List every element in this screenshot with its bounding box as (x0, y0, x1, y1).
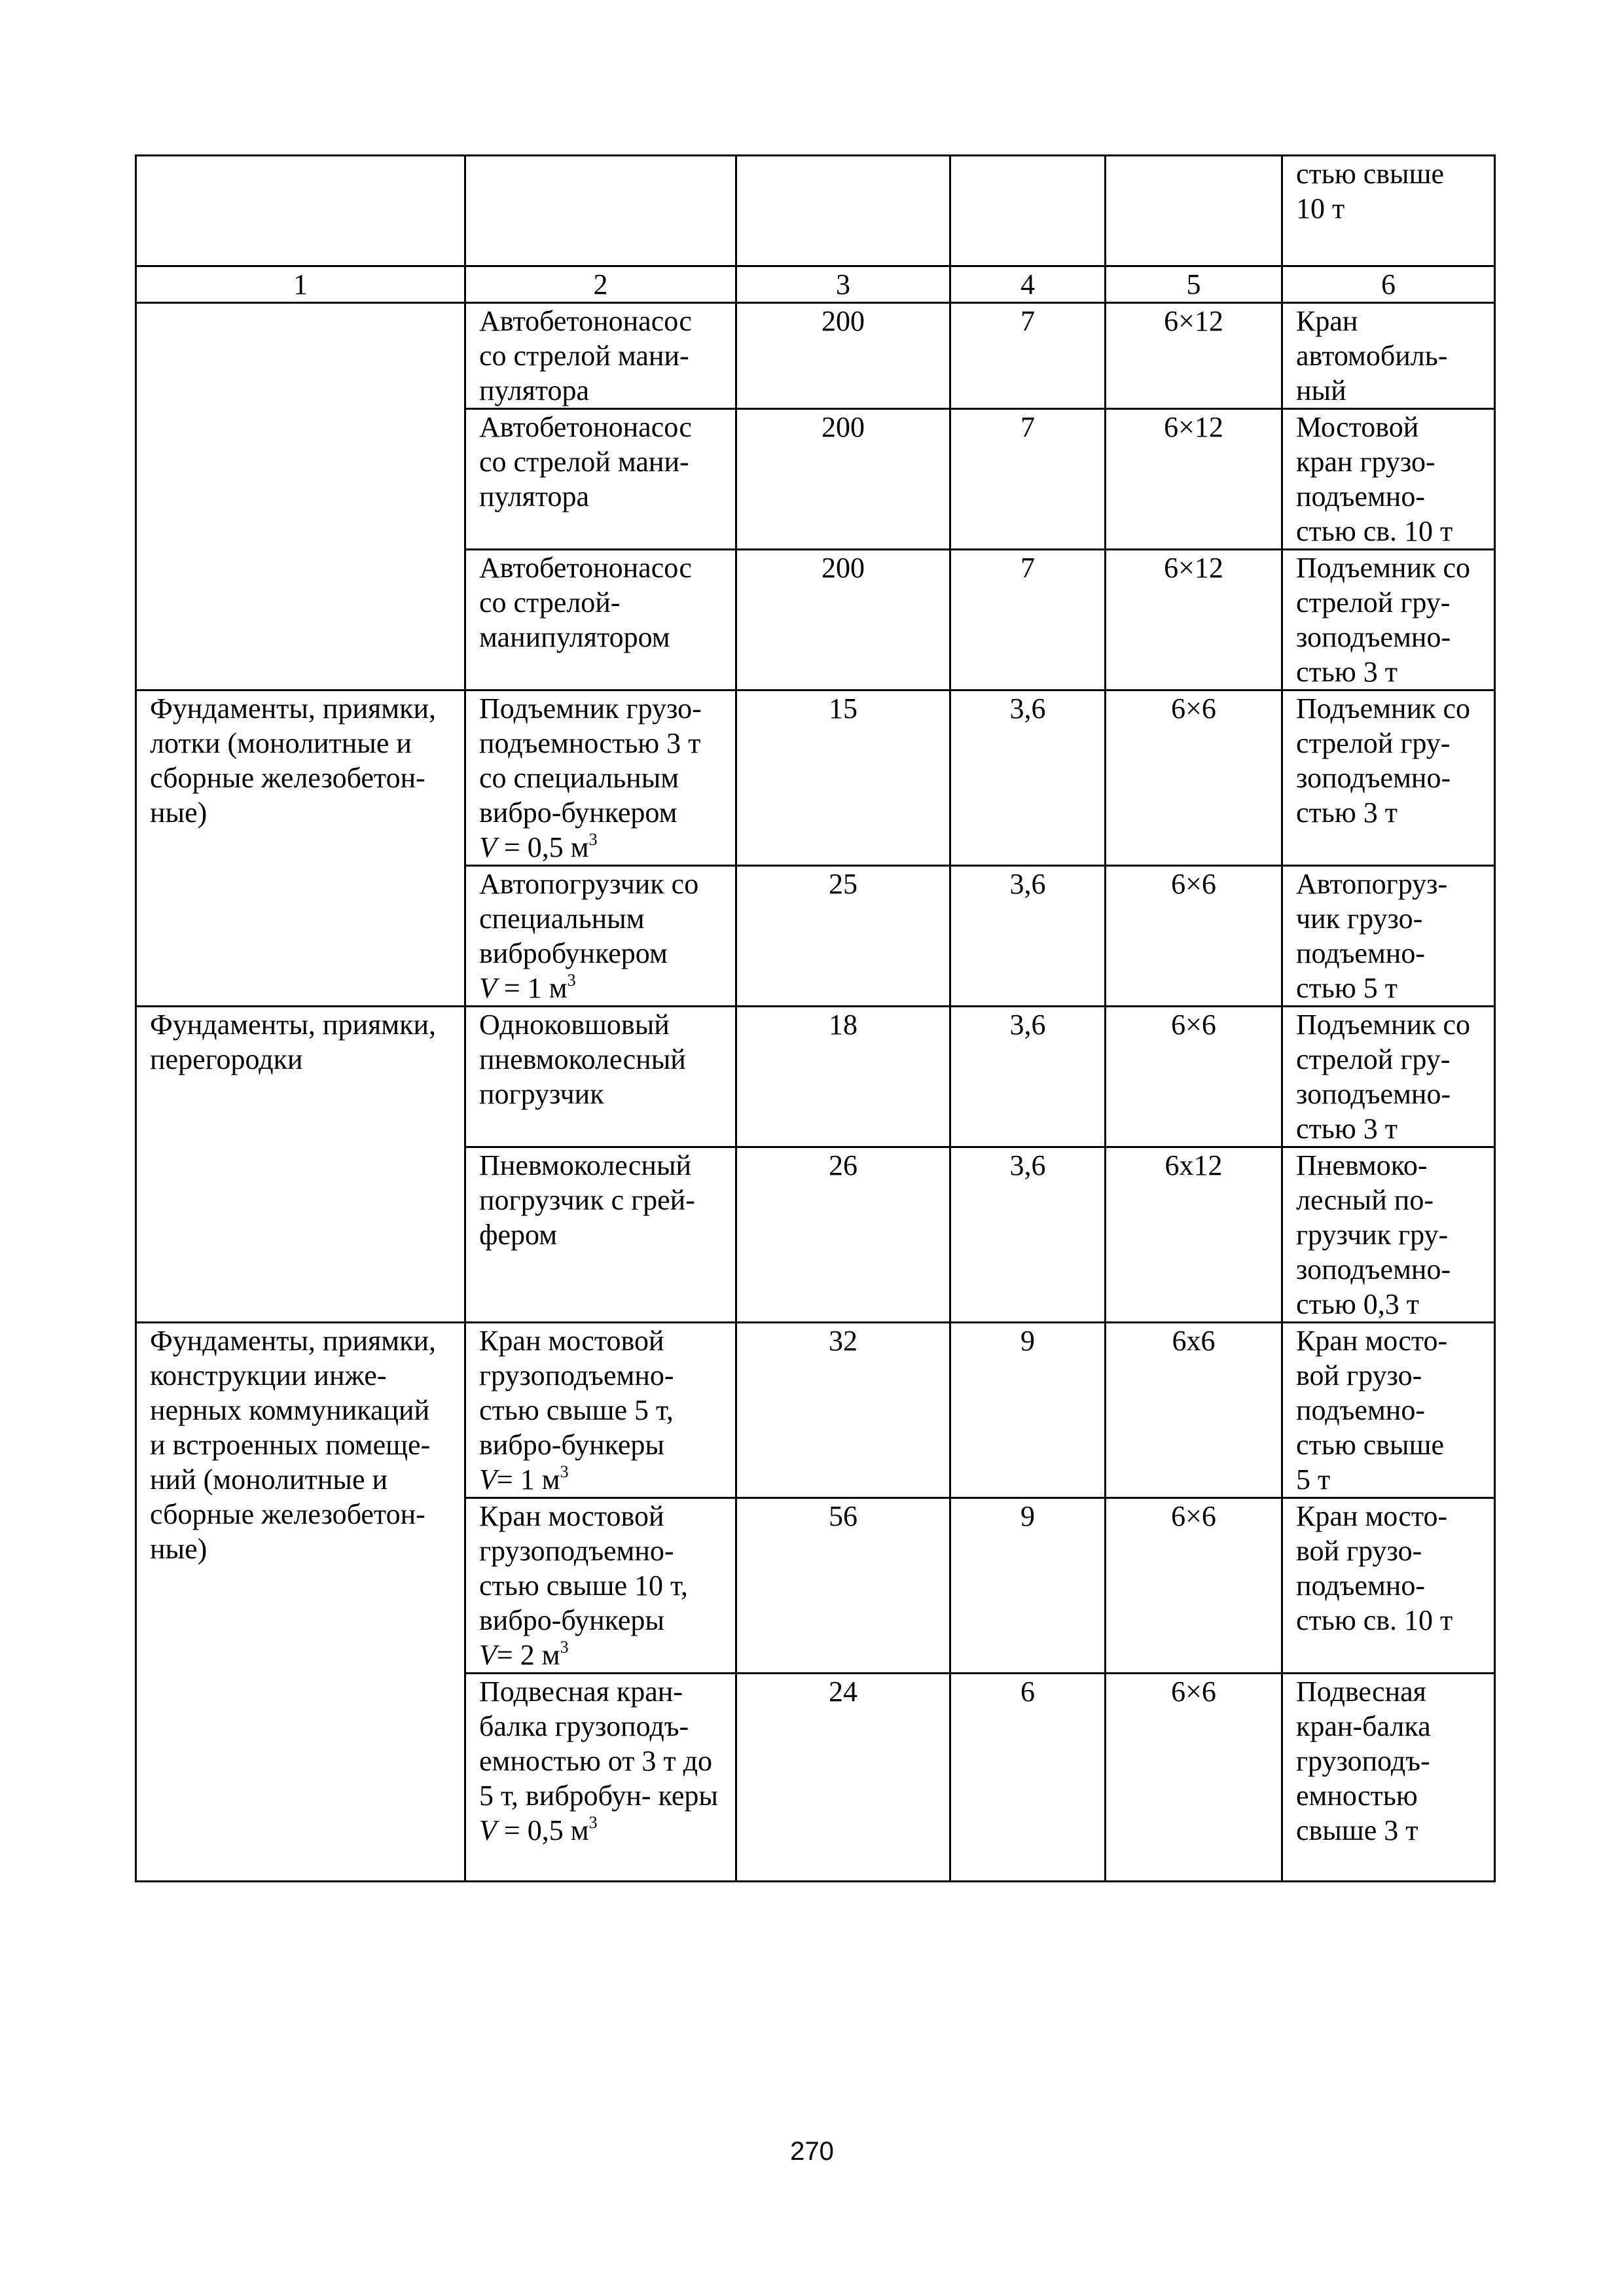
volume-line (479, 1814, 598, 1846)
volume-variable: V (479, 1463, 497, 1496)
cont-cell-3 (736, 156, 950, 266)
cont-cell-1 (136, 156, 465, 266)
page-number: 270 (790, 2137, 834, 2166)
value-cell-5: 6×6 (1106, 691, 1282, 866)
volume-exponent: 3 (567, 971, 576, 990)
table-row (136, 691, 1495, 866)
crane-cell: Подъемник со стрелой гру- зоподъемно- стью 3 т (1282, 691, 1495, 866)
equipment-text: Подвесная кран- балка грузоподъ- емностью от 3 т до 5 т, вибробун- керы (479, 1676, 718, 1812)
equipment-cell: Автобетононасос со стрелой мани- пулятора (465, 303, 736, 409)
equipment-text: Подъемник грузо- подъемностью 3 т со специальным вибро-бункером (479, 692, 702, 829)
value-cell-5: 6х12 (1106, 1147, 1282, 1323)
structure-cell: Фундаменты, приямки, перегородки (136, 1007, 465, 1323)
volume-exponent: 3 (588, 830, 598, 849)
header-col-2: 2 (465, 266, 736, 303)
value-cell-4: 3,6 (950, 1007, 1106, 1147)
value-cell-5: 6×6 (1106, 1007, 1282, 1147)
cont-cell-2 (465, 156, 736, 266)
value-cell-4: 3,6 (950, 1147, 1106, 1323)
value-cell-3: 24 (736, 1674, 950, 1882)
header-col-3: 3 (736, 266, 950, 303)
volume-line (479, 1639, 569, 1671)
equipment-text: Кран мостовой грузоподъемно- стью свыше 5 т, вибро-бункеры (479, 1325, 674, 1461)
value-cell-4: 7 (950, 303, 1106, 409)
value-cell-3: 200 (736, 409, 950, 550)
value-cell-3: 26 (736, 1147, 950, 1323)
value-cell-4: 6 (950, 1674, 1106, 1882)
volume-text: = 0,5 м (496, 1814, 589, 1846)
equipment-table (135, 154, 1496, 1882)
equipment-cell (465, 1323, 736, 1498)
volume-text: = 1 м (496, 972, 568, 1004)
volume-exponent: 3 (560, 1462, 569, 1481)
value-cell-5: 6×12 (1106, 409, 1282, 550)
value-cell-3: 56 (736, 1498, 950, 1674)
equipment-cell (465, 866, 736, 1007)
equipment-cell: Одноковшовый пневмоколесный погрузчик (465, 1007, 736, 1147)
volume-exponent: 3 (560, 1638, 569, 1657)
value-cell-4: 9 (950, 1323, 1106, 1498)
value-cell-4: 3,6 (950, 866, 1106, 1007)
crane-cell: Подъемник со стрелой гру- зоподъемно- стью 3 т (1282, 550, 1495, 691)
header-row (136, 266, 1495, 303)
value-cell-4: 7 (950, 409, 1106, 550)
equipment-text: Кран мостовой грузоподъемно- стью свыше 10 т, вибро-бункеры (479, 1500, 688, 1636)
volume-text: = 0,5 м (496, 831, 589, 863)
continuation-row (136, 156, 1495, 266)
value-cell-4: 7 (950, 550, 1106, 691)
equipment-cell: Пневмоколесный погрузчик с грей- фером (465, 1147, 736, 1323)
value-cell-3: 200 (736, 550, 950, 691)
value-cell-3: 32 (736, 1323, 950, 1498)
header-col-1: 1 (136, 266, 465, 303)
header-col-5: 5 (1106, 266, 1282, 303)
crane-cell: Подвесная кран-балка грузоподъ- емностью свыше 3 т (1282, 1674, 1495, 1882)
structure-cell: Фундаменты, приямки, конструкции инже- нерных коммуникаций и встроенных помеще- ний (монолитные и сборные железобетон- ные) (136, 1323, 465, 1882)
crane-cell: Мостовой кран грузо- подъемно- стью св. 10 т (1282, 409, 1495, 550)
table-row (136, 303, 1495, 409)
value-cell-3: 15 (736, 691, 950, 866)
volume-variable: V (479, 831, 497, 863)
value-cell-5: 6×6 (1106, 1498, 1282, 1674)
equipment-text: Автопогрузчик со специальным вибробункером (479, 868, 699, 969)
volume-line (479, 831, 598, 863)
structure-cell: Фундаменты, приямки, лотки (монолитные и сборные железобетон- ные) (136, 691, 465, 1007)
table-row (136, 1007, 1495, 1147)
equipment-cell: Автобетононасос со стрелой- манипулятором (465, 550, 736, 691)
equipment-cell: Автобетононасос со стрелой мани- пулятора (465, 409, 736, 550)
table-row (136, 1323, 1495, 1498)
crane-cell: Кран мосто- вой грузо- подъемно- стью свыше 5 т (1282, 1323, 1495, 1498)
volume-variable: V (479, 1639, 497, 1671)
cont-cell-5 (1106, 156, 1282, 266)
volume-line (479, 1463, 569, 1496)
crane-cell: Кран автомобиль- ный (1282, 303, 1495, 409)
volume-variable: V (479, 1814, 497, 1846)
equipment-cell (465, 1498, 736, 1674)
crane-cell: Кран мосто- вой грузо- подъемно- стью св. 10 т (1282, 1498, 1495, 1674)
value-cell-5: 6×6 (1106, 1674, 1282, 1882)
volume-text: = 2 м (496, 1639, 560, 1671)
value-cell-5: 6×6 (1106, 866, 1282, 1007)
volume-variable: V (479, 972, 497, 1004)
structure-cell (136, 303, 465, 691)
value-cell-5: 6×12 (1106, 303, 1282, 409)
crane-cell: Автопогруз- чик грузо- подъемно- стью 5 т (1282, 866, 1495, 1007)
value-cell-3: 18 (736, 1007, 950, 1147)
equipment-cell (465, 1674, 736, 1882)
volume-exponent: 3 (588, 1813, 598, 1832)
header-col-4: 4 (950, 266, 1106, 303)
volume-text: = 1 м (496, 1463, 560, 1496)
value-cell-4: 3,6 (950, 691, 1106, 866)
cont-cell-4 (950, 156, 1106, 266)
value-cell-3: 200 (736, 303, 950, 409)
cont-cell-6: стью свыше 10 т (1282, 156, 1495, 266)
value-cell-5: 6×12 (1106, 550, 1282, 691)
crane-cell: Подъемник со стрелой гру- зоподъемно- стью 3 т (1282, 1007, 1495, 1147)
equipment-cell (465, 691, 736, 866)
volume-line (479, 972, 576, 1004)
crane-cell: Пневмоко- лесный по- грузчик гру- зоподъемно- стью 0,3 т (1282, 1147, 1495, 1323)
value-cell-4: 9 (950, 1498, 1106, 1674)
value-cell-3: 25 (736, 866, 950, 1007)
value-cell-5: 6х6 (1106, 1323, 1282, 1498)
header-col-6: 6 (1282, 266, 1495, 303)
